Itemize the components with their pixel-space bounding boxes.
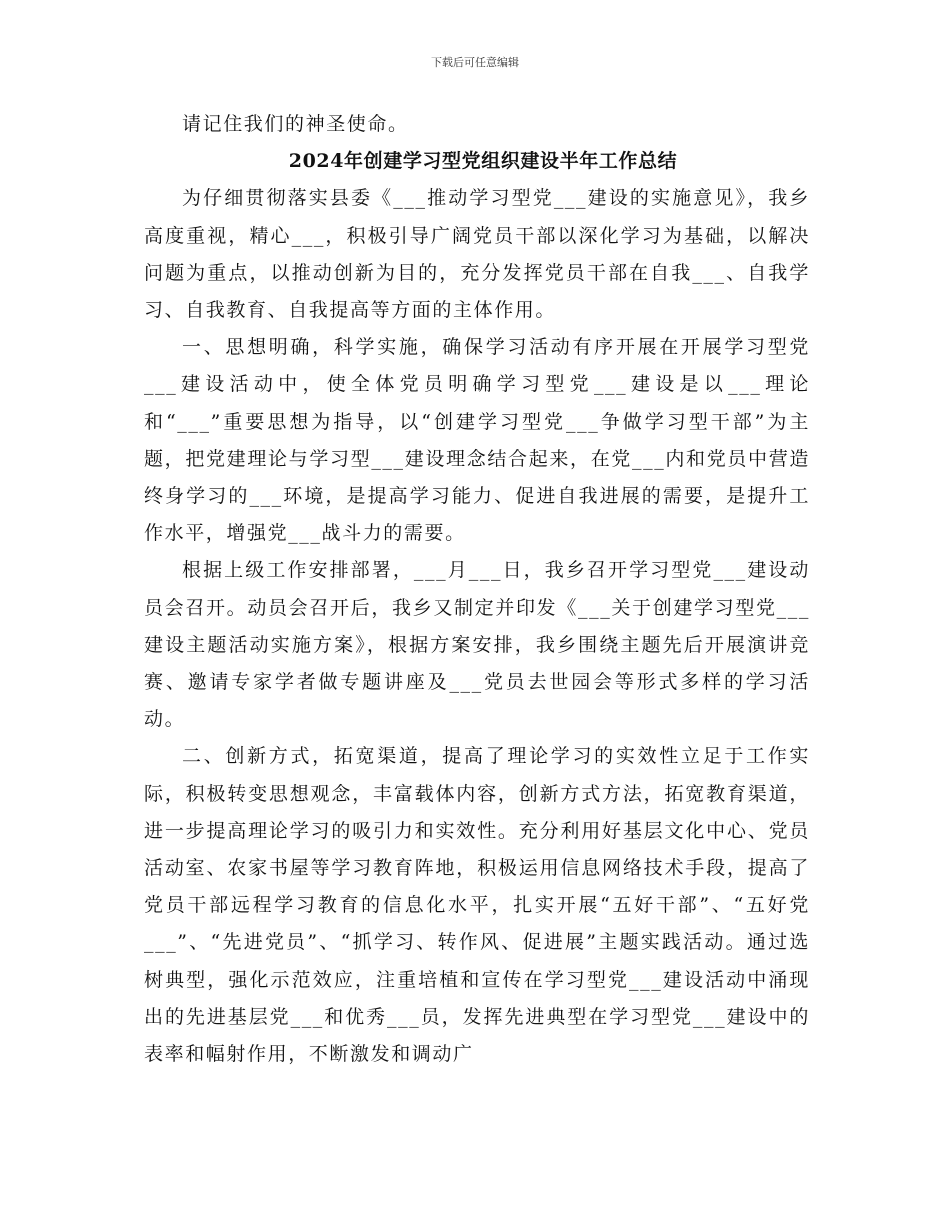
paragraph-section-one: 一、思想明确，科学实施，确保学习活动有序开展在开展学习型党___建设活动中，使全体党员明确学习型党___建设是以___理论和“___”重要思想为指导，以“创建学习型党___争做学习型干部”为主题，把党建理论与学习型___建设理念结合起来，在党___内和党员中营造终身学习的___环境，是提高学习能力、促进自我进展的需要，是提升工作水平，增强党___战斗力的需要。	[144, 336, 810, 545]
document-body	[144, 106, 810, 1073]
page-header-note: 下载后可任意编辑	[431, 56, 519, 69]
paragraph-section-two: 二、创新方式，拓宽渠道，提高了理论学习的实效性立足于工作实际，积极转变思想观念，丰富载体内容，创新方式方法，拓宽教育渠道，进一步提高理论学习的吸引力和实效性。充分利用好基层文化中心、党员活动室、农家书屋等学习教育阵地，积极运用信息网络技术手段，提高了党员干部远程学习教育的信息化水平，扎实开展“五好干部”、“五好党___”、“先进党员”、“抓学习、转作风、促进展”主题实践活动。通过选树典型，强化示范效应，注重培植和宣传在学习型党___建设活动中涌现出的先进基层党___和优秀___员，发挥先进典型在学习型党___建设中的表率和幅射作用，不断激发和调动广	[144, 745, 810, 1066]
document-title: 2024年创建学习型党组织建设半年工作总结	[288, 150, 678, 173]
paragraph-mobilization: 根据上级工作安排部署，___月___日，我乡召开学习型党___建设动员会召开。动员会召开后，我乡又制定并印发《___关于创建学习型党___建设主题活动实施方案》，根据方案安排，我乡围绕主题先后开展演讲竞赛、邀请专家学者做专题讲座及___党员去世园会等形式多样的学习活动。	[144, 559, 810, 731]
lead-line: 请记住我们的神圣使命。	[182, 113, 409, 135]
paragraph-intro: 为仔细贯彻落实县委《___推动学习型党___建设的实施意见》，我乡高度重视，精心___，积极引导广阔党员干部以深化学习为基础，以解决问题为重点，以推动创新为目的，充分发挥党员干部在自我___、自我学习、自我教育、自我提高等方面的主体作用。	[144, 187, 810, 322]
